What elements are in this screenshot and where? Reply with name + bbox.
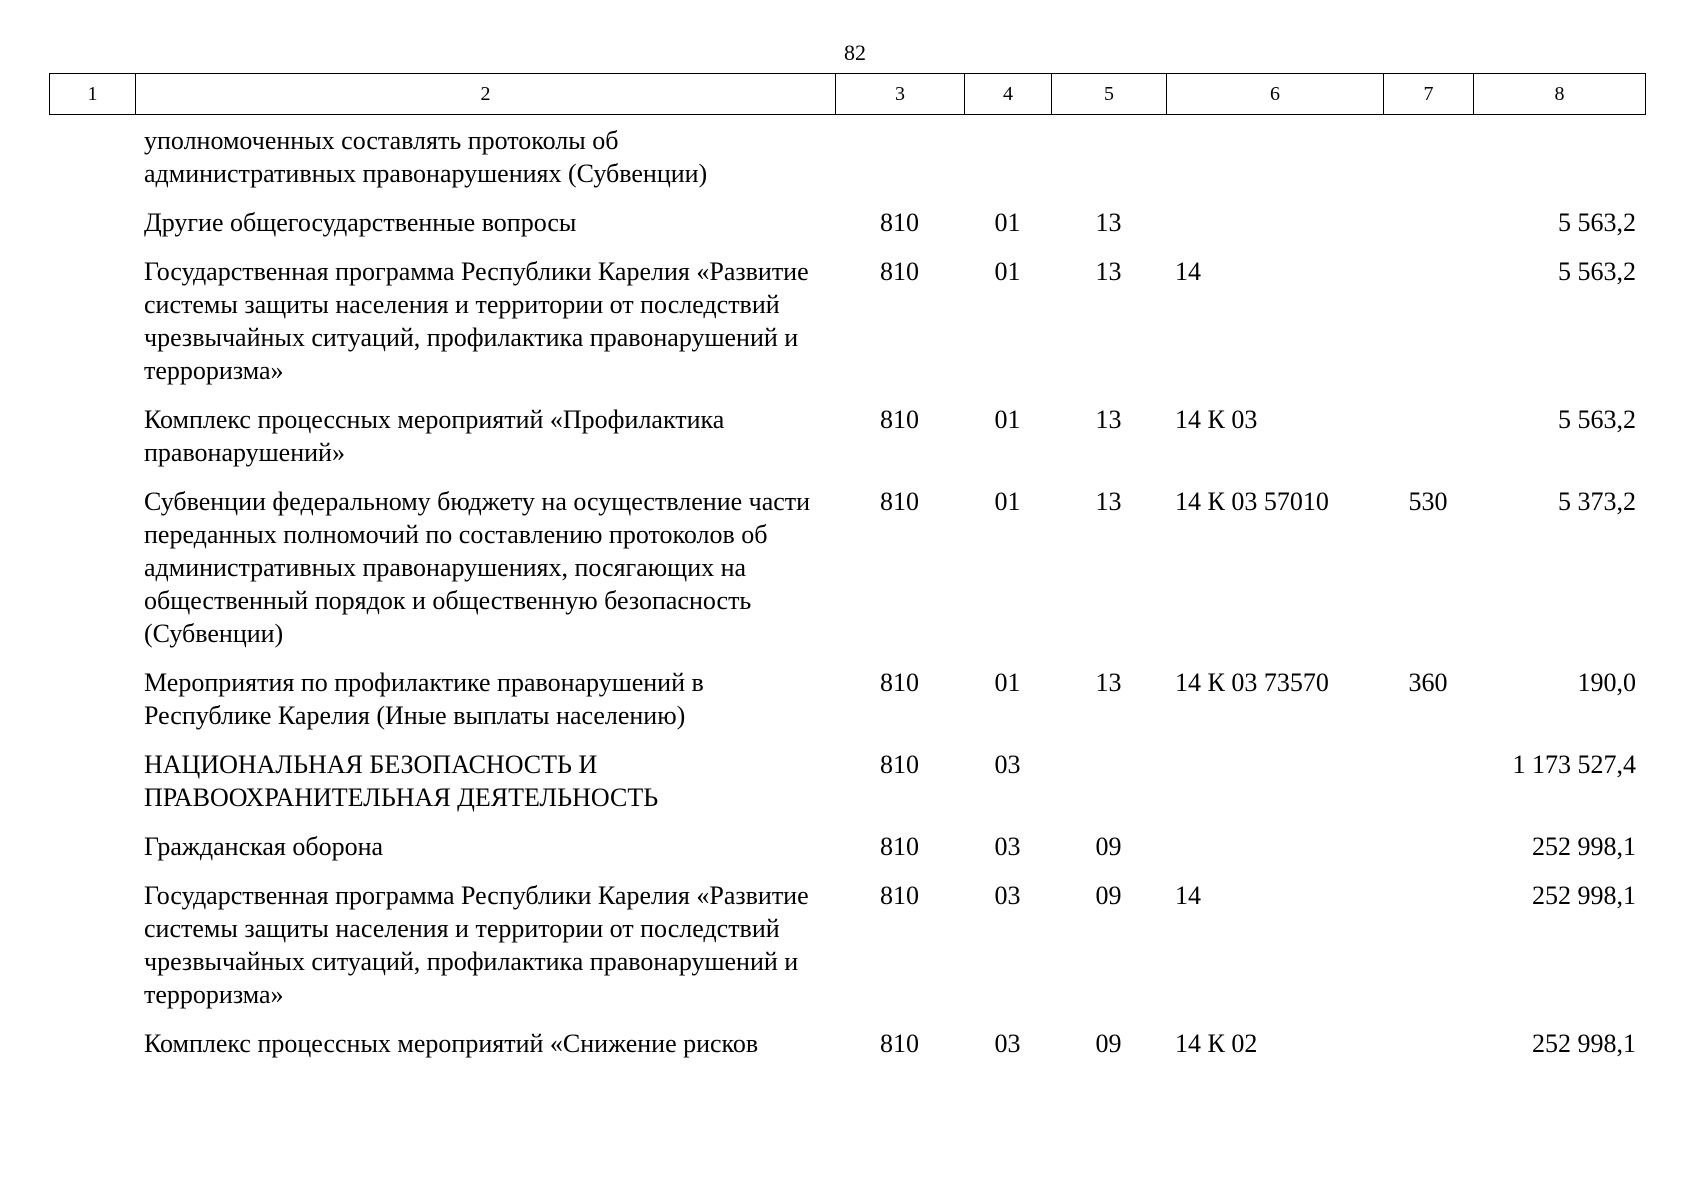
cell-col-5: 09: [1095, 1029, 1122, 1058]
cell-col-5: 09: [1095, 832, 1122, 861]
cell-item-name: Мероприятия по профилактике правонарушений в Республике Карелия (Иные выплаты населению): [144, 668, 704, 730]
cell-col-6: 14: [1175, 881, 1201, 910]
column-header-8: 8: [1474, 74, 1646, 115]
cell-item-name: НАЦИОНАЛЬНАЯ БЕЗОПАСНОСТЬ И ПРАВООХРАНИТЕЛЬНАЯ ДЕЯТЕЛЬНОСТЬ: [144, 750, 659, 812]
cell-col-1: [49, 485, 135, 666]
cell-col-7: [1383, 403, 1473, 485]
cell-item-name: Другие общегосударственные вопросы: [144, 208, 577, 237]
cell-amount: [1473, 124, 1645, 206]
column-header-2: 2: [136, 74, 836, 115]
cell-col-1: [49, 879, 135, 1027]
cell-col-7: 360: [1408, 668, 1448, 697]
cell-col-7: [1383, 879, 1473, 1027]
cell-col-6: 14 К 03 73570: [1175, 668, 1329, 697]
cell-item-name: уполномоченных составлять протоколы об административных правонарушениях (Субвенции): [144, 126, 708, 188]
cell-col-4: 03: [994, 1029, 1021, 1058]
table-row: [49, 403, 1645, 485]
column-header-table: [49, 73, 1646, 115]
cell-col-5: 13: [1095, 668, 1122, 697]
cell-col-4: [964, 124, 1051, 206]
cell-amount: 252 998,1: [1532, 832, 1636, 861]
cell-col-5: 09: [1095, 881, 1122, 910]
cell-col-3: 810: [880, 832, 919, 861]
column-header-4: 4: [965, 74, 1052, 115]
column-header-1: 1: [50, 74, 136, 115]
cell-col-5: [1051, 748, 1166, 830]
cell-col-6: [1166, 830, 1383, 879]
cell-col-4: 03: [994, 832, 1021, 861]
cell-col-1: [49, 403, 135, 485]
cell-col-7: [1383, 206, 1473, 255]
table-row: [49, 206, 1645, 255]
cell-col-1: [49, 666, 135, 748]
column-header-5: 5: [1052, 74, 1167, 115]
cell-col-1: [49, 206, 135, 255]
column-header-7: 7: [1384, 74, 1474, 115]
cell-amount: 252 998,1: [1532, 881, 1636, 910]
cell-col-3: 810: [880, 257, 919, 286]
cell-col-7: [1383, 255, 1473, 403]
cell-item-name: Комплекс процессных мероприятий «Снижение рисков: [144, 1029, 759, 1058]
cell-col-3: [835, 124, 964, 206]
column-header-3: 3: [836, 74, 965, 115]
cell-col-4: 01: [994, 208, 1021, 237]
cell-col-6: [1166, 206, 1383, 255]
cell-amount: 5 373,2: [1558, 487, 1636, 516]
cell-col-3: 810: [880, 881, 919, 910]
cell-col-7: [1383, 1027, 1473, 1076]
cell-col-1: [49, 830, 135, 879]
cell-amount: 190,0: [1577, 668, 1636, 697]
cell-amount: 5 563,2: [1558, 208, 1636, 237]
budget-table: [49, 124, 1645, 1076]
cell-col-4: 01: [994, 487, 1021, 516]
cell-col-3: 810: [880, 208, 919, 237]
cell-col-1: [49, 1027, 135, 1076]
cell-col-1: [49, 748, 135, 830]
cell-col-6: [1166, 124, 1383, 206]
cell-col-3: 810: [880, 487, 919, 516]
table-row: [49, 124, 1645, 206]
cell-col-6: 14 К 03: [1175, 405, 1258, 434]
cell-col-4: 01: [994, 668, 1021, 697]
table-row: [49, 748, 1645, 830]
cell-col-7: [1383, 830, 1473, 879]
column-header-row: [50, 74, 1646, 115]
cell-col-4: 01: [994, 257, 1021, 286]
table-row: [49, 255, 1645, 403]
cell-amount: 1 173 527,4: [1512, 750, 1636, 779]
cell-col-5: 13: [1095, 405, 1122, 434]
cell-item-name: Комплекс процессных мероприятий «Профилактика правонарушений»: [144, 405, 725, 467]
cell-item-name: Государственная программа Республики Карелия «Развитие системы защиты населения и территории от последствий чрезвычайных ситуаций, профилактика правонарушений и терроризма»: [144, 881, 809, 1009]
cell-col-3: 810: [880, 668, 919, 697]
cell-col-3: 810: [880, 1029, 919, 1058]
cell-col-7: 530: [1408, 487, 1448, 516]
cell-col-5: 13: [1095, 487, 1122, 516]
cell-col-6: 14 К 02: [1175, 1029, 1258, 1058]
cell-item-name: Субвенции федеральному бюджету на осуществление части переданных полномочий по составлению протоколов об административных правонарушениях, посягающих на общественный порядок и общественную безопасность (Субвенции): [144, 487, 811, 648]
cell-col-5: 13: [1095, 208, 1122, 237]
cell-col-6: 14: [1175, 257, 1201, 286]
cell-col-3: 810: [880, 405, 919, 434]
cell-col-5: 13: [1095, 257, 1122, 286]
cell-col-4: 01: [994, 405, 1021, 434]
cell-col-4: 03: [994, 750, 1021, 779]
cell-amount: 5 563,2: [1558, 257, 1636, 286]
column-header-6: 6: [1167, 74, 1384, 115]
table-row: [49, 666, 1645, 748]
cell-item-name: Государственная программа Республики Карелия «Развитие системы защиты населения и территории от последствий чрезвычайных ситуаций, профилактика правонарушений и терроризма»: [144, 257, 809, 385]
cell-amount: 5 563,2: [1558, 405, 1636, 434]
table-row: [49, 485, 1645, 666]
cell-col-3: 810: [880, 750, 919, 779]
cell-col-6: [1166, 748, 1383, 830]
cell-col-7: [1383, 124, 1473, 206]
cell-item-name: Гражданская оборона: [144, 832, 384, 861]
cell-col-4: 03: [994, 881, 1021, 910]
cell-col-1: [49, 255, 135, 403]
cell-col-7: [1383, 748, 1473, 830]
cell-col-5: [1051, 124, 1166, 206]
cell-amount: 252 998,1: [1532, 1029, 1636, 1058]
table-row: [49, 879, 1645, 1027]
cell-col-1: [49, 124, 135, 206]
table-row: [49, 1027, 1645, 1076]
page-number: 82: [844, 40, 866, 65]
cell-col-6: 14 К 03 57010: [1175, 487, 1329, 516]
table-row: [49, 830, 1645, 879]
